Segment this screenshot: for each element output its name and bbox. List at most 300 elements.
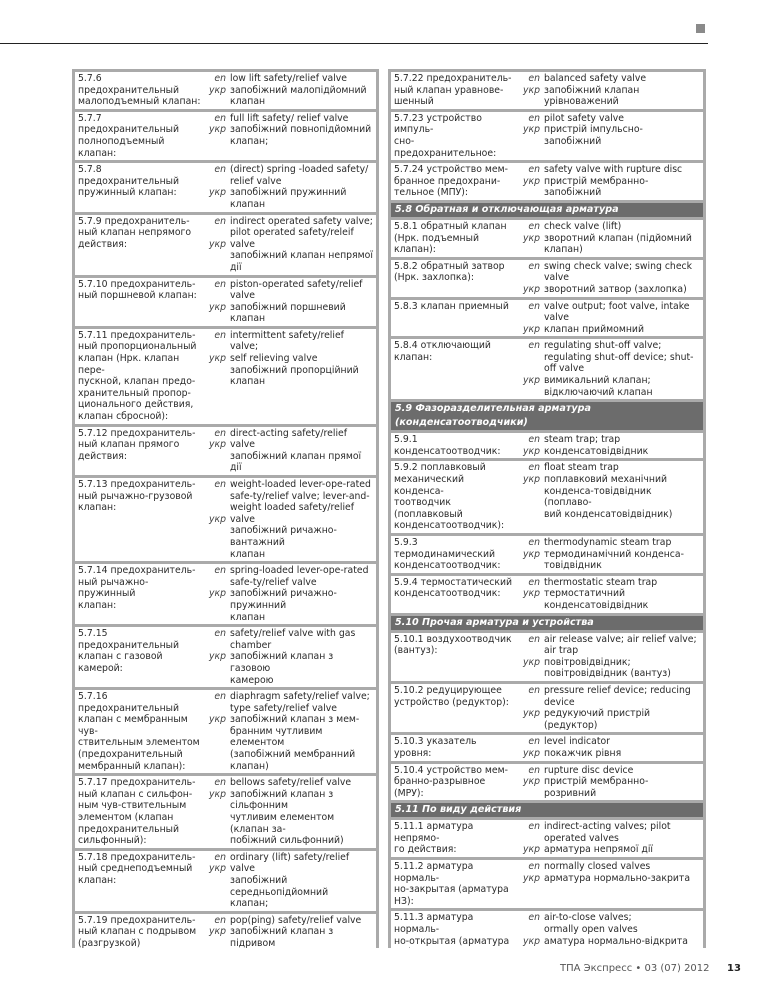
language-labels	[204, 479, 230, 560]
translation-line: запобіжний поршневий клапан	[230, 301, 346, 325]
language-labels	[518, 73, 544, 108]
translation-line: відключаючий клапан	[544, 386, 653, 398]
language-code: укр	[522, 232, 540, 244]
term-russian	[78, 113, 204, 159]
section-heading: 5.8 Обратная и отключающая арматура	[391, 203, 703, 217]
glossary-entry	[391, 339, 703, 399]
term-russian	[78, 428, 204, 474]
translation-line: запобіжний клапан з газовою	[230, 651, 334, 674]
translations	[544, 164, 700, 199]
term-line: механический конденса-	[394, 474, 465, 497]
language-labels	[204, 279, 230, 325]
term-line: 5.7.24 устройство мем-	[394, 164, 508, 176]
term-line: клапан сбросной):	[78, 411, 169, 423]
term-line: клапан:	[78, 599, 117, 611]
term-line: 5.7.16 предохранительный	[78, 691, 180, 714]
term-russian	[78, 565, 204, 623]
language-code: en	[528, 576, 540, 588]
language-code: en	[214, 427, 226, 439]
language-labels	[204, 915, 230, 948]
translation-line: пристрій імпульсно-запобіжний	[544, 124, 643, 147]
translations	[544, 736, 700, 759]
language-code: en	[214, 278, 226, 290]
translation-line: relief valve	[230, 175, 282, 187]
translation-line: regulating shut-off device; shut-	[544, 351, 694, 363]
translation-line: pilot safety valve	[544, 112, 624, 124]
translation-line: spring-loaded lever-ope-rated	[230, 565, 369, 577]
translation-line: арматура непрямої дії	[544, 844, 653, 856]
translations	[544, 340, 700, 398]
language-code: укр	[208, 651, 226, 663]
translation-line: клапан	[230, 96, 266, 108]
right-glossary-column	[388, 69, 706, 948]
language-labels	[204, 428, 230, 474]
language-code: en	[528, 220, 540, 232]
glossary-entry	[391, 112, 703, 160]
glossary-entry	[391, 684, 703, 732]
translations	[544, 861, 700, 907]
term-line: 5.7.8 предохранительный	[78, 164, 180, 187]
translations	[544, 821, 700, 856]
language-code	[518, 697, 540, 709]
language-code: укр	[522, 588, 540, 600]
translation-line: зворотний клапан (підйомний	[544, 232, 692, 244]
glossary-entry	[391, 260, 703, 297]
term-russian	[394, 821, 518, 856]
translations	[544, 685, 700, 731]
language-code: укр	[208, 238, 226, 250]
language-code	[204, 176, 226, 188]
translation-line: full lift safety/ relief valve	[230, 112, 349, 124]
term-line: 5.7.9 предохранитель-	[78, 215, 190, 227]
term-line: 5.10.3 указатель уровня:	[394, 736, 477, 759]
term-line: хранительный пропор-	[78, 387, 191, 399]
glossary-entry	[391, 764, 703, 801]
language-code: укр	[522, 283, 540, 295]
translation-line: пристрій мембранно-розривний	[544, 776, 649, 799]
glossary-entry	[75, 112, 376, 160]
translation-line: valve	[544, 272, 570, 284]
translation-line: self relieving valve	[230, 353, 318, 365]
language-code: en	[214, 777, 226, 789]
language-code: укр	[522, 323, 540, 335]
translation-line: поплавковий механічний	[544, 474, 668, 486]
term-line: ным чув-ствительным	[78, 800, 187, 812]
language-labels	[518, 221, 544, 256]
translation-line: конденсатовідвідник	[544, 445, 649, 457]
translation-line: thermostatic steam trap	[544, 576, 658, 588]
language-code: en	[528, 462, 540, 474]
term-russian	[394, 164, 518, 199]
term-russian	[394, 634, 518, 680]
term-line: (Нрк. подъемный клапан):	[394, 232, 480, 256]
translation-line: diaphragm safety/relief valve;	[230, 691, 370, 703]
term-russian	[394, 685, 518, 731]
term-russian	[394, 912, 518, 948]
language-labels	[518, 821, 544, 856]
language-code: en	[528, 340, 540, 352]
language-labels	[518, 634, 544, 680]
translations	[544, 912, 700, 948]
language-code: en	[528, 861, 540, 873]
translations	[230, 73, 373, 108]
language-code: en	[528, 73, 540, 84]
term-line: пускной, клапан предо-	[78, 376, 196, 388]
translation-line: air trap	[544, 645, 579, 657]
term-line: клапан:	[78, 875, 117, 886]
translation-line: safety valve with rupture disc	[544, 164, 683, 176]
term-russian	[78, 73, 204, 108]
translation-line: pressure relief device; reducing	[544, 684, 691, 696]
term-line: 5.11.2 арматура нормаль-	[394, 861, 474, 884]
language-code: en	[528, 633, 540, 645]
glossary-entry	[75, 329, 376, 424]
language-labels	[518, 462, 544, 532]
translation-line: operated valves	[544, 832, 619, 844]
translations	[544, 301, 700, 336]
language-code	[204, 227, 226, 239]
translation-line: indirect-acting valves; pilot	[544, 821, 671, 833]
term-line: устройство (редуктор):	[394, 696, 509, 708]
translations	[544, 537, 700, 572]
glossary-entry	[75, 914, 376, 948]
glossary-entry	[75, 163, 376, 211]
term-line: го действия:	[394, 844, 457, 856]
glossary-entry	[391, 536, 703, 573]
term-line: конденсатоотводчик:	[394, 588, 501, 600]
language-code: укр	[522, 872, 540, 884]
glossary-entry	[75, 215, 376, 275]
translations	[544, 113, 700, 159]
translation-line: аматура нормально-відкрита	[544, 935, 688, 947]
language-code	[204, 136, 226, 148]
term-line: 5.7.17 предохранитель-	[78, 777, 196, 789]
language-labels	[204, 113, 230, 159]
term-line: ствительным элементом	[78, 737, 200, 749]
term-russian	[394, 340, 518, 398]
term-line: (Нрк. захлопка):	[394, 272, 474, 284]
term-russian	[394, 301, 518, 336]
term-line: ный рычажно-пружинный	[78, 576, 149, 600]
term-line: шенный	[394, 96, 434, 108]
translation-line: бранним чутливим елементом	[230, 725, 323, 749]
term-line: бранное предохрани-	[394, 175, 501, 187]
term-line: клапан с мембранным чув-	[78, 714, 188, 737]
term-russian	[78, 691, 204, 772]
language-code: укр	[208, 588, 226, 600]
language-labels	[518, 577, 544, 612]
language-labels	[204, 164, 230, 210]
language-labels	[518, 301, 544, 336]
translation-line: chamber	[230, 639, 272, 651]
translation-line: ormally open valves	[544, 924, 638, 936]
glossary-entry	[391, 220, 703, 257]
language-labels	[204, 216, 230, 274]
translation-line: запобіжний ричажно-вантажний	[230, 525, 337, 548]
glossary-entry	[75, 478, 376, 561]
translation-line: чутливим елементом (клапан за-	[230, 812, 335, 835]
language-labels	[518, 434, 544, 457]
translation-line: побіжний сильфонний)	[230, 835, 344, 847]
term-line: 5.7.18 предохранитель-	[78, 851, 196, 863]
translation-line: клапан	[230, 611, 266, 623]
language-labels	[518, 537, 544, 572]
language-code: укр	[522, 708, 540, 720]
translation-line: safety/relief valve with gas	[230, 628, 356, 640]
language-code	[204, 577, 226, 589]
language-code: en	[528, 764, 540, 776]
glossary-entry	[75, 72, 376, 109]
translation-line: покажчик рівня	[544, 747, 622, 759]
language-code	[518, 272, 540, 284]
translation-line: direct-acting safety/relief valve	[230, 427, 348, 451]
term-line: 5.9.3 термодинамический	[394, 537, 496, 560]
term-line: (предохранительный	[78, 749, 183, 761]
term-line: конденсатоотводчик):	[394, 520, 505, 532]
page-number: 13	[727, 963, 741, 974]
language-labels	[518, 736, 544, 759]
language-code: en	[528, 537, 540, 548]
translation-line: редукуючий пристрій (редуктор)	[544, 708, 651, 731]
translation-line: клапан;	[230, 135, 269, 147]
term-line: клапан (Нрк. клапан пере-	[78, 353, 180, 376]
glossary-entry	[75, 851, 376, 911]
translation-line: запобіжний малопідйомний	[230, 84, 367, 96]
term-line: 5.10.4 устройство мем-	[394, 764, 508, 776]
translation-line: piston-operated safety/relief	[230, 278, 363, 290]
term-line: предохранительный	[78, 823, 180, 835]
term-line: бранно-разрывное (МРУ):	[394, 776, 486, 799]
term-line: (разгрузкой)	[78, 937, 141, 948]
term-russian	[394, 765, 518, 800]
term-line: 5.7.6 предохранительный	[78, 73, 180, 96]
term-line: 5.7.7 предохранительный	[78, 112, 180, 136]
translation-line: weight loaded safety/relief valve	[230, 502, 355, 525]
term-line: элементом (клапан	[78, 812, 174, 824]
translation-line: weight-loaded lever-ope-rated	[230, 479, 371, 490]
language-code: укр	[522, 747, 540, 759]
language-labels	[204, 628, 230, 686]
translation-line: pilot operated safety/releif valve	[230, 227, 354, 250]
translation-line: safe-ty/relief valve; lever-and-	[230, 490, 370, 502]
translations	[230, 428, 373, 474]
language-code: укр	[522, 935, 540, 947]
term-line: 5.9.1 конденсатоотводчик:	[394, 434, 501, 457]
translation-line: пристрій мембранно-запобіжний	[544, 175, 649, 199]
language-code	[204, 341, 226, 353]
translation-line: запобіжний клапан з сільфонним	[230, 788, 334, 812]
language-code: укр	[522, 84, 540, 96]
translation-line: low lift safety/relief valve	[230, 73, 347, 84]
translations	[544, 434, 700, 457]
term-line: действия:	[78, 238, 127, 250]
term-russian	[394, 462, 518, 532]
translation-line: клапан	[230, 548, 266, 560]
term-line: 5.7.22 предохранитель-	[394, 73, 512, 84]
term-line: (вантуз):	[394, 645, 438, 657]
term-russian	[394, 861, 518, 907]
translation-line: камерою	[230, 674, 274, 686]
glossary-entry	[391, 72, 703, 109]
term-line: ный рычажно-грузовой	[78, 490, 193, 502]
glossary-entry	[391, 633, 703, 681]
translation-line: запобіжний пропорційний	[230, 364, 359, 376]
language-labels	[518, 861, 544, 907]
glossary-entry	[75, 776, 376, 848]
language-code: en	[214, 691, 226, 703]
language-code: en	[214, 329, 226, 341]
glossary-entry	[391, 820, 703, 857]
language-code: укр	[522, 124, 540, 136]
glossary-entry	[391, 911, 703, 948]
language-code	[518, 924, 540, 936]
glossary-entry	[391, 860, 703, 908]
translation-line: урівноважений	[544, 96, 619, 108]
translation-line: type safety/relief valve	[230, 702, 337, 714]
page-footer	[560, 963, 741, 974]
translations	[230, 113, 373, 159]
translations	[544, 462, 700, 532]
term-russian	[78, 164, 204, 210]
language-code: укр	[522, 656, 540, 668]
language-code	[518, 363, 540, 375]
language-code: укр	[208, 353, 226, 365]
translation-line: rupture disc device	[544, 764, 634, 776]
translations	[544, 261, 700, 296]
translation-line: valve output; foot valve, intake	[544, 300, 690, 312]
language-code: en	[214, 73, 226, 84]
translation-line: повітровідвідник;	[544, 656, 631, 668]
language-code: en	[528, 912, 540, 924]
translations	[544, 221, 700, 256]
term-line: ционального действия,	[78, 399, 194, 411]
language-code: en	[528, 300, 540, 312]
translations	[230, 852, 373, 910]
translation-line: конденсатовідвідник	[544, 599, 649, 611]
language-code: en	[528, 164, 540, 176]
language-code: укр	[208, 124, 226, 136]
language-labels	[518, 912, 544, 948]
term-line: 5.7.23 устройство импуль-	[394, 112, 482, 136]
language-code: en	[214, 164, 226, 176]
term-line: 5.7.12 предохранитель-	[78, 427, 196, 439]
translation-line: level indicator	[544, 736, 610, 748]
translation-line: зворотний затвор (захлопка)	[544, 283, 687, 295]
language-code	[518, 833, 540, 845]
translation-line: intermittent safety/relief valve;	[230, 329, 344, 353]
section-heading: 5.11 По виду действия	[391, 803, 703, 817]
language-code: укр	[208, 84, 226, 96]
language-labels	[518, 340, 544, 398]
language-code: en	[214, 215, 226, 227]
term-line: клапан:	[394, 351, 433, 363]
translation-line: запобіжний клапан прямої дії	[230, 450, 362, 474]
term-russian	[394, 736, 518, 759]
section-heading: 5.9 Фазоразделительная арматура (конденсатоотводчики)	[391, 402, 703, 430]
glossary-entry	[391, 163, 703, 200]
term-line: 5.7.15 предохранительный	[78, 628, 180, 651]
term-line: 5.7.19 предохранитель-	[78, 914, 196, 926]
language-code: укр	[522, 844, 540, 856]
translation-line: запобіжний клапан з підривом	[230, 926, 334, 948]
language-code: укр	[208, 714, 226, 726]
term-russian	[78, 915, 204, 948]
translations	[544, 765, 700, 800]
term-line: полноподъемный клапан:	[78, 135, 165, 159]
language-code: укр	[522, 375, 540, 387]
term-line: мембранный клапан):	[78, 760, 186, 772]
term-line: ный пропорциональный	[78, 341, 197, 353]
term-russian	[394, 434, 518, 457]
translation-line: вий конденсатовідвідник)	[544, 508, 673, 520]
language-labels	[204, 565, 230, 623]
translation-line: запобіжний пружинний клапан	[230, 187, 347, 210]
language-labels	[518, 685, 544, 731]
header-rule	[0, 43, 708, 44]
term-line: 5.11.1 арматура непрямо-	[394, 821, 474, 844]
glossary-entry	[391, 300, 703, 337]
term-line: ный поршневой клапан:	[78, 290, 197, 302]
language-code: en	[528, 260, 540, 272]
term-line: клапан с газовой камерой:	[78, 651, 163, 674]
translation-line: арматура нормально-закрита	[544, 872, 691, 884]
language-code: укр	[208, 926, 226, 938]
left-glossary-column	[72, 69, 379, 948]
translation-line: safe-ty/relief valve	[230, 576, 317, 588]
language-labels	[518, 113, 544, 159]
language-code: укр	[522, 548, 540, 560]
translation-line: запобіжний середньопідйомний	[230, 875, 329, 898]
language-code: en	[214, 112, 226, 124]
translation-line: regulating shut-off valve;	[544, 340, 662, 352]
translation-line: valve	[230, 290, 256, 302]
translation-line: повітровідвідник (вантуз)	[544, 668, 671, 680]
language-code: укр	[208, 788, 226, 800]
language-code: en	[528, 112, 540, 124]
translation-line: device	[544, 696, 575, 708]
translations	[230, 691, 373, 772]
language-code	[204, 640, 226, 652]
term-line: сильфонный):	[78, 835, 147, 847]
translation-line: check valve (lift)	[544, 220, 622, 232]
language-code	[204, 502, 226, 514]
translation-line: конденса-товідвідник (поплаво-	[544, 485, 652, 509]
term-line: 5.7.14 предохранитель-	[78, 565, 196, 577]
translation-line: запобіжний повнопідйомний	[230, 124, 372, 136]
translations	[230, 628, 373, 686]
term-line: ный среднеподъемный	[78, 863, 193, 875]
translations	[230, 777, 373, 847]
term-line: 5.9.2 поплавковый	[394, 462, 486, 474]
language-labels	[518, 164, 544, 199]
term-line: сно-предохранительное:	[394, 135, 497, 159]
term-russian	[394, 221, 518, 256]
language-code: en	[214, 565, 226, 577]
translation-line: запобіжний ричажно-пружинний	[230, 588, 337, 611]
glossary-entry	[391, 576, 703, 613]
translation-line: air-to-close valves;	[544, 912, 632, 924]
language-labels	[204, 691, 230, 772]
language-code: укр	[208, 439, 226, 451]
language-code	[204, 703, 226, 715]
translation-line: запобіжний клапан з мем-	[230, 714, 360, 726]
translation-line: pop(ping) safety/relief valve	[230, 914, 362, 926]
term-line	[394, 947, 516, 948]
term-line: ный клапан непрямого	[78, 227, 192, 239]
translation-line: off valve	[544, 363, 585, 375]
translations	[230, 479, 373, 560]
term-line: малоподъемный клапан:	[78, 96, 201, 108]
